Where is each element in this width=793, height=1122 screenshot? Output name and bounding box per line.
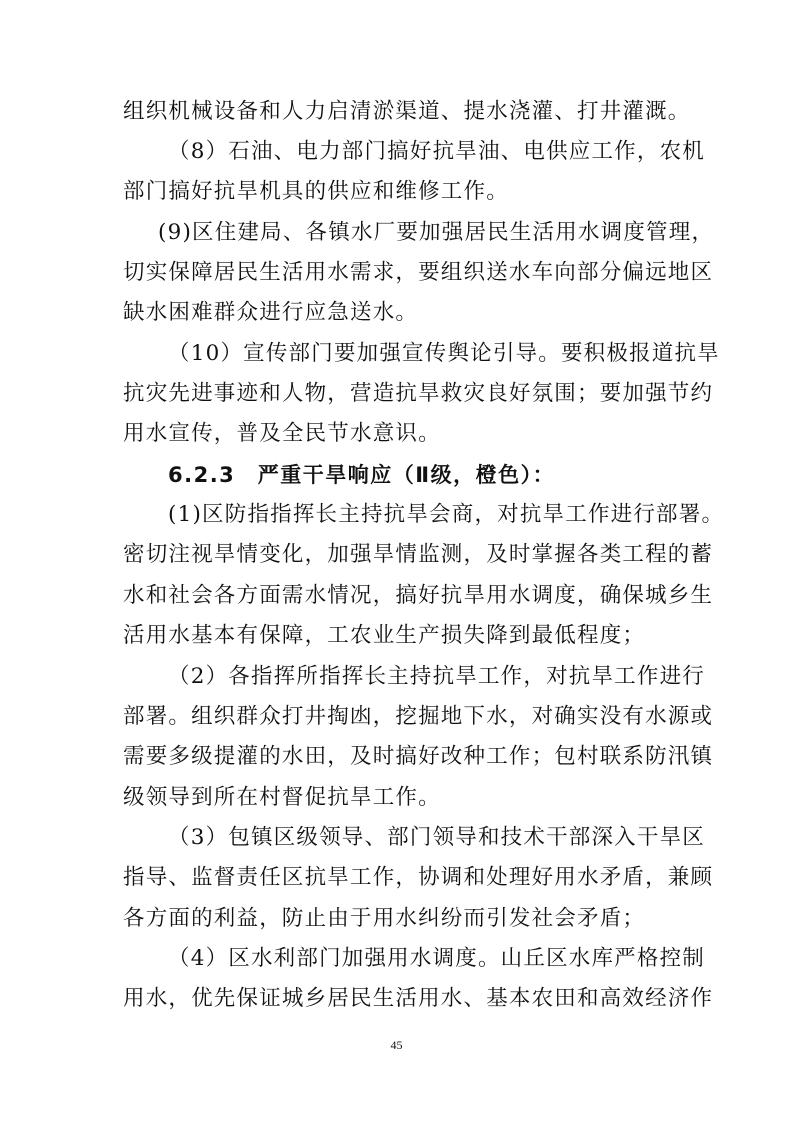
text-line: （10）宣传部门要加强宣传舆论引导。要积极报道抗旱 xyxy=(168,341,720,366)
text-line: 级领导到所在村督促抗旱工作。 xyxy=(123,785,441,810)
text-line: (9)区住建局、各镇水厂要加强居民生活用水调度管理， xyxy=(158,220,715,245)
section-heading: 6.2.3 严重干旱响应（Ⅱ级，橙色）： xyxy=(168,463,556,487)
text-line: 用水，优先保证城乡居民生活用水、基本农田和高效经济作 xyxy=(123,986,714,1011)
text-line: 缺水困难群众进行应急送水。 xyxy=(123,300,419,325)
text-line: 需要多级提灌的水田，及时搞好改种工作；包村联系防汛镇 xyxy=(123,744,714,769)
text-line: 指导、监督责任区抗旱工作，协调和处理好用水矛盾，兼顾 xyxy=(123,865,714,890)
text-line: 部署。组织群众打井掏凼，挖掘地下水，对确实没有水源或 xyxy=(123,704,714,729)
text-line: 组织机械设备和人力启清淤渠道、提水浇灌、打井灌溉。 xyxy=(123,99,691,124)
text-line: 用水宣传，普及全民节水意识。 xyxy=(123,421,441,446)
text-line: 部门搞好抗旱机具的供应和维修工作。 xyxy=(123,179,509,204)
text-line: 水和社会各方面需水情况，搞好抗旱用水调度，确保城乡生 xyxy=(123,583,714,608)
text-line: 密切注视旱情变化，加强旱情监测，及时掌握各类工程的蓄 xyxy=(123,542,714,567)
text-line: （3）包镇区级领导、部门领导和技术干部深入干旱区 xyxy=(168,825,705,850)
text-line: (1)区防指指挥长主持抗旱会商，对抗旱工作进行部署。 xyxy=(168,502,725,527)
text-line: （8）石油、电力部门搞好抗旱油、电供应工作，农机 xyxy=(168,139,705,164)
text-line: （4）区水利部门加强用水调度。山丘区水库严格控制 xyxy=(168,946,705,971)
text-line: （2）各指挥所指挥长主持抗旱工作，对抗旱工作进行 xyxy=(168,664,705,689)
text-line: 抗灾先进事迹和人物，营造抗旱救灾良好氛围；要加强节约 xyxy=(123,381,714,406)
text-line: 各方面的利益，防止由于用水纠纷而引发社会矛盾； xyxy=(123,906,646,931)
text-line: 切实保障居民生活用水需求，要组织送水车向部分偏远地区 xyxy=(123,260,714,285)
page-number: 45 xyxy=(390,1038,403,1052)
text-line: 活用水基本有保障，工农业生产损失降到最低程度； xyxy=(123,623,646,648)
